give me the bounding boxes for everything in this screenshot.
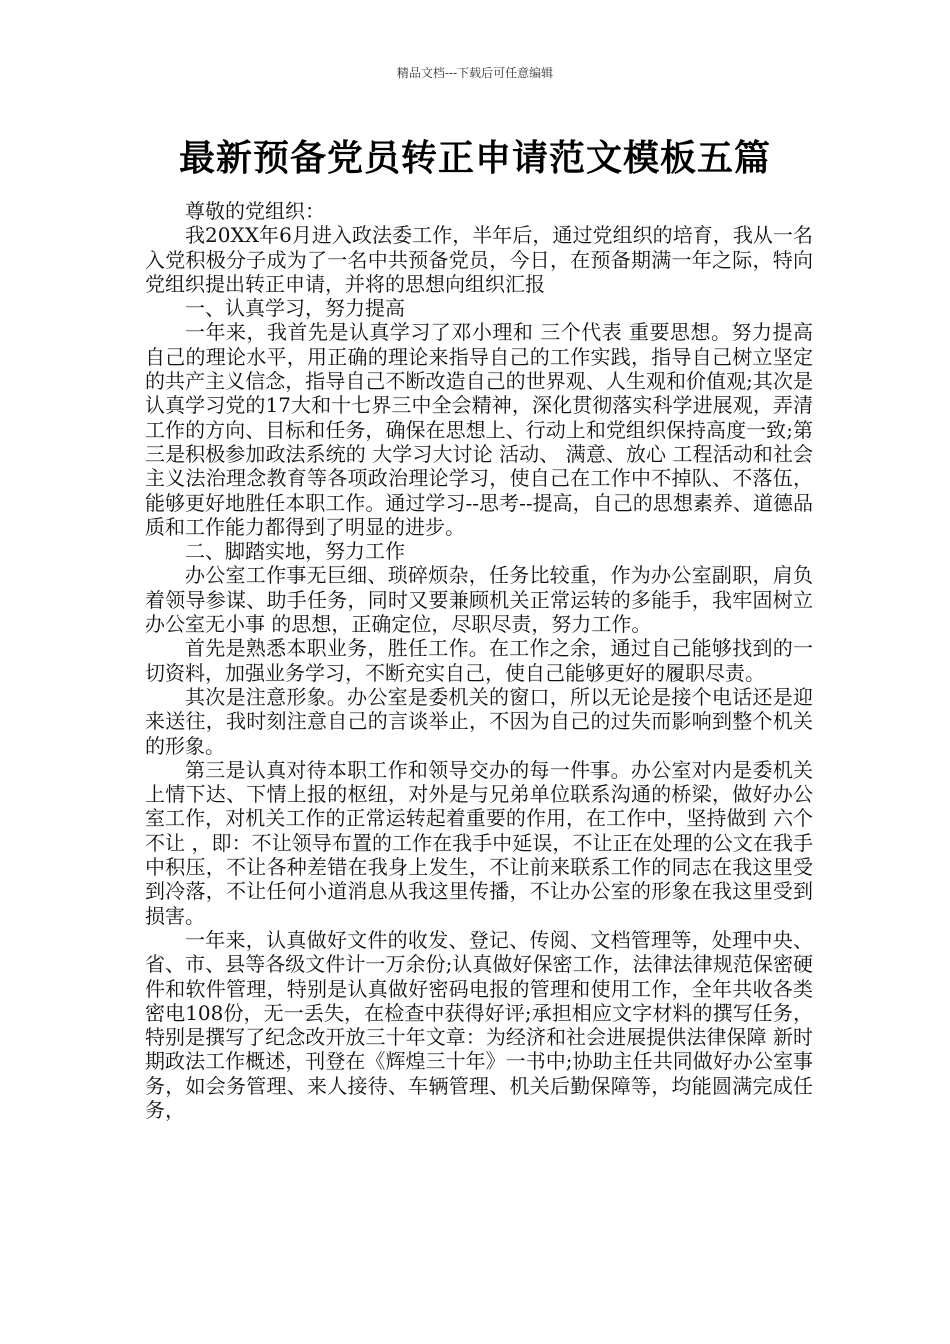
salutation: 尊敬的党组织： bbox=[185, 199, 325, 223]
body-paragraph: 我20XX年6月进入政法委工作，半年后，通过党组织的培育，我从一名入党积极分子成为了一名中共预备党员，今日，在预备期满一年之际，特向党组织提出转正申请，并将的思想向组织汇报 bbox=[145, 223, 813, 296]
body-paragraph: 一年来，认真做好文件的收发、登记、传阅、文档管理等，处理中央、省、市、县等各级文件计一万余份;认真做好保密工作，法律法律规范保密硬件和软件管理，特别是认真做好密码电报的管理和使用工作，全年共收各类密电108份，无一丢失，在检查中获得好评;承担相应文字材料的撰写任务，特别是撰写了纪念改开放三十年文章：为经济和社会进展提供法律保障 新时期政法工作概述，刊登在《辉煌三十年》一书中;协助主任共同做好办公室事务，如会务管理、来人接待、车辆管理、机关后勤保障等，均能圆满完成任务， bbox=[145, 927, 813, 1122]
header-note: 精品文档---下载后可任意编辑 bbox=[396, 66, 554, 80]
document-title: 最新预备党员转正申请范文模板五篇 bbox=[178, 138, 771, 179]
body-paragraph: 一年来，我首先是认真学习了邓小理和 三个代表 重要思想。努力提高自己的理论水平，用正确的理论来指导自己的工作实践，指导自己树立坚定的共产主义信念，指导自己不断改造自己的世界观、人生观和价值观;其次是认真学习党的17大和十七界三中全会精神，深化贯彻落实科学进展观，弄清工作的方向、目标和任务，确保在思想上、行动上和党组织保持高度一致;第三是积极参加政法系统的 大学习大讨论 活动、 满意、放心 工程活动和社会主义法治理念教育等各项政治理论学习，使自己在工作中不掉队、不落伍，能够更好地胜任本职工作。通过学习--思考--提高，自己的思想素养、道德品质和工作能力都得到了明显的进步。 bbox=[145, 320, 813, 539]
body-paragraph: 第三是认真对待本职工作和领导交办的每一件事。办公室对内是委机关上情下达、下情上报的枢纽，对外是与兄弟单位联系沟通的桥梁，做好办公室工作，对机关工作的正常运转起着重要的作用，在工作中，坚持做到 六个不让 ，即：不让领导布置的工作在我手中延误，不让正在处理的公文在我手中积压，不让各种差错在我身上发生，不让前来联系工作的同志在我这里受到冷落，不让任何小道消息从我这里传播，不让办公室的形象在我这里受到损害。 bbox=[145, 757, 813, 928]
section-heading: 一、认真学习，努力提高 bbox=[185, 296, 405, 321]
body-paragraph: 办公室工作事无巨细、琐碎烦杂，任务比较重，作为办公室副职，肩负着领导参谋、助手任务，同时又要兼顾机关正常运转的多能手，我牢固树立 办公室无小事 的思想，正确定位，尽职尽责，努力工作。 bbox=[145, 563, 813, 637]
body-paragraph: 首先是熟悉本职业务，胜任工作。在工作之余，通过自己能够找到的一切资料，加强业务学习，不断充实自己，使自己能够更好的履职尽责。 bbox=[145, 636, 813, 685]
section-heading: 二、脚踏实地，努力工作 bbox=[185, 539, 405, 564]
body-paragraph: 其次是注意形象。办公室是委机关的窗口，所以无论是接个电话还是迎来送往，我时刻注意自己的言谈举止，不因为自己的过失而影响到整个机关的形象。 bbox=[145, 684, 813, 758]
document-body bbox=[145, 199, 813, 1122]
